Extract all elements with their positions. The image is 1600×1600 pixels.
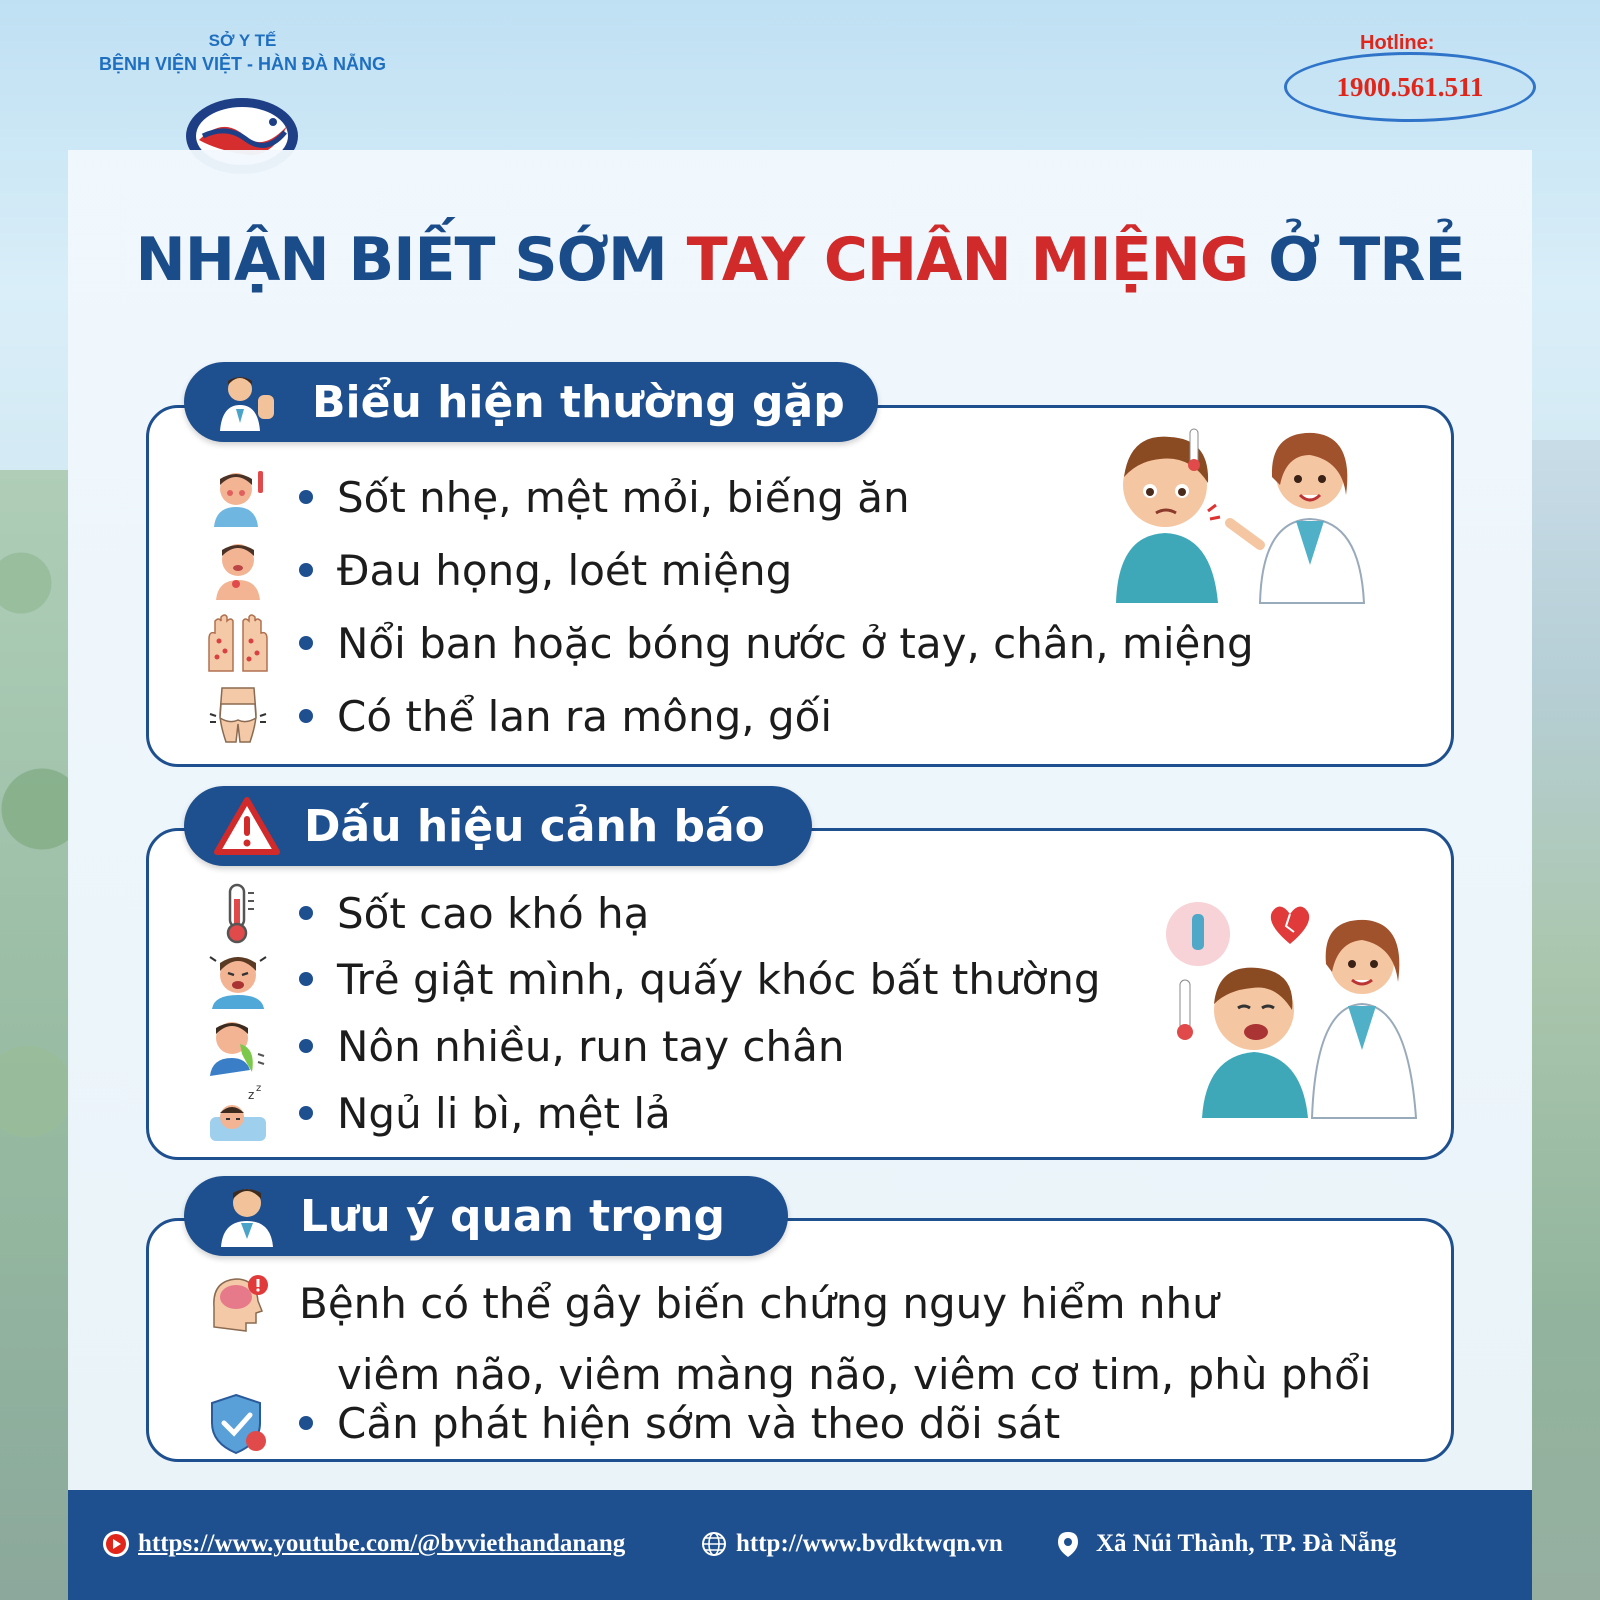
bullet [299, 972, 313, 986]
doctor-stop-icon [212, 367, 282, 437]
symptom-text: Có thể lan ra mông, gối [337, 691, 832, 741]
thermometer-icon [205, 880, 271, 946]
notes-item-monitoring [205, 1390, 1060, 1456]
symptom-text: Sốt nhẹ, mệt mỏi, biếng ăn [337, 472, 910, 522]
svg-text:z: z [248, 1088, 255, 1102]
hotline-badge[interactable] [1284, 52, 1536, 122]
symptom-text: Nổi ban hoặc bóng nước ở tay, chân, miệng [337, 618, 1254, 668]
vomiting-child-icon [205, 1013, 271, 1079]
rash-hands-icon [205, 610, 271, 676]
footer-address [1054, 1530, 1396, 1558]
svg-text:z: z [256, 1083, 262, 1094]
warning-item [205, 946, 1101, 1012]
location-pin-icon [1054, 1530, 1082, 1558]
address-text: Xã Núi Thành, TP. Đà Nẵng [1096, 1530, 1397, 1557]
footer-youtube[interactable] [102, 1530, 625, 1558]
youtube-icon [102, 1530, 130, 1558]
sick-child-doctor-illustration [1110, 425, 1380, 609]
footer-website[interactable] [700, 1530, 1003, 1558]
title-part-3: Ở TRẺ [1248, 225, 1465, 295]
bullet [299, 1039, 313, 1053]
brain-alert-icon [205, 1270, 271, 1336]
organization-name [80, 30, 405, 76]
warning-title: Dấu hiệu cảnh báo [304, 800, 765, 852]
background-trees-left [0, 470, 70, 1600]
symptoms-title: Biểu hiện thường gặp [312, 376, 845, 428]
website-link[interactable]: http://www.bvdktwqn.vn [736, 1530, 1003, 1557]
warning-text: Trẻ giật mình, quấy khóc bất thường [337, 954, 1101, 1004]
symptom-item [205, 537, 792, 603]
org-line-2: BỆNH VIỆN VIỆT - HÀN ĐÀ NẴNG [98, 54, 386, 74]
warning-text: Ngủ li bì, mệt lả [337, 1088, 671, 1138]
shield-check-icon [205, 1390, 271, 1456]
symptom-item [205, 683, 832, 749]
notes-header [184, 1176, 788, 1256]
symptom-item [205, 464, 910, 530]
bullet [299, 636, 313, 650]
symptom-text: Đau họng, loét miệng [337, 545, 793, 595]
doctor-icon [212, 1181, 282, 1251]
warning-text: Sốt cao khó hạ [337, 888, 650, 938]
bullet [299, 1106, 313, 1120]
page-title [68, 225, 1532, 295]
warning-item [205, 1080, 671, 1146]
title-part-1: NHẬN BIẾT SỚM [135, 225, 687, 295]
org-line-1: SỞ Y TẾ [208, 31, 277, 50]
bullet [299, 563, 313, 577]
warning-header [184, 786, 812, 866]
background-building-right [1530, 440, 1600, 1600]
notes-text-line1: Bệnh có thể gây biến chứng nguy hiểm như [299, 1278, 1219, 1328]
fever-child-icon [205, 464, 271, 530]
hotline-number[interactable]: 1900.561.511 [1336, 71, 1484, 102]
hotline-label: Hotline: [1360, 32, 1435, 54]
symptom-item [205, 610, 1254, 676]
bullet [299, 490, 313, 504]
notes-item-complications [205, 1270, 1371, 1399]
globe-icon [700, 1530, 728, 1558]
symptoms-header [184, 362, 878, 442]
notes-title: Lưu ý quan trọng [300, 1190, 725, 1242]
crying-child-doctor-illustration [1162, 900, 1432, 1124]
crying-child-icon [205, 946, 271, 1012]
bullet [299, 709, 313, 723]
warning-triangle-icon [212, 791, 282, 861]
buttocks-rash-icon [205, 683, 271, 749]
warning-item [205, 1013, 845, 1079]
title-part-2: TAY CHÂN MIỆNG [686, 225, 1249, 295]
sleeping-child-icon [205, 1080, 271, 1146]
sore-throat-icon [205, 537, 271, 603]
notes-text: Cần phát hiện sớm và theo dõi sát [337, 1398, 1061, 1448]
warning-item [205, 880, 649, 946]
bullet [299, 1416, 313, 1430]
warning-text: Nôn nhiều, run tay chân [337, 1021, 845, 1071]
youtube-link[interactable]: https://www.youtube.com/@bvviethandanang [138, 1530, 626, 1557]
bullet [299, 906, 313, 920]
notes-text-line2: viêm não, viêm màng não, viêm cơ tim, phù phổi [337, 1350, 1372, 1399]
